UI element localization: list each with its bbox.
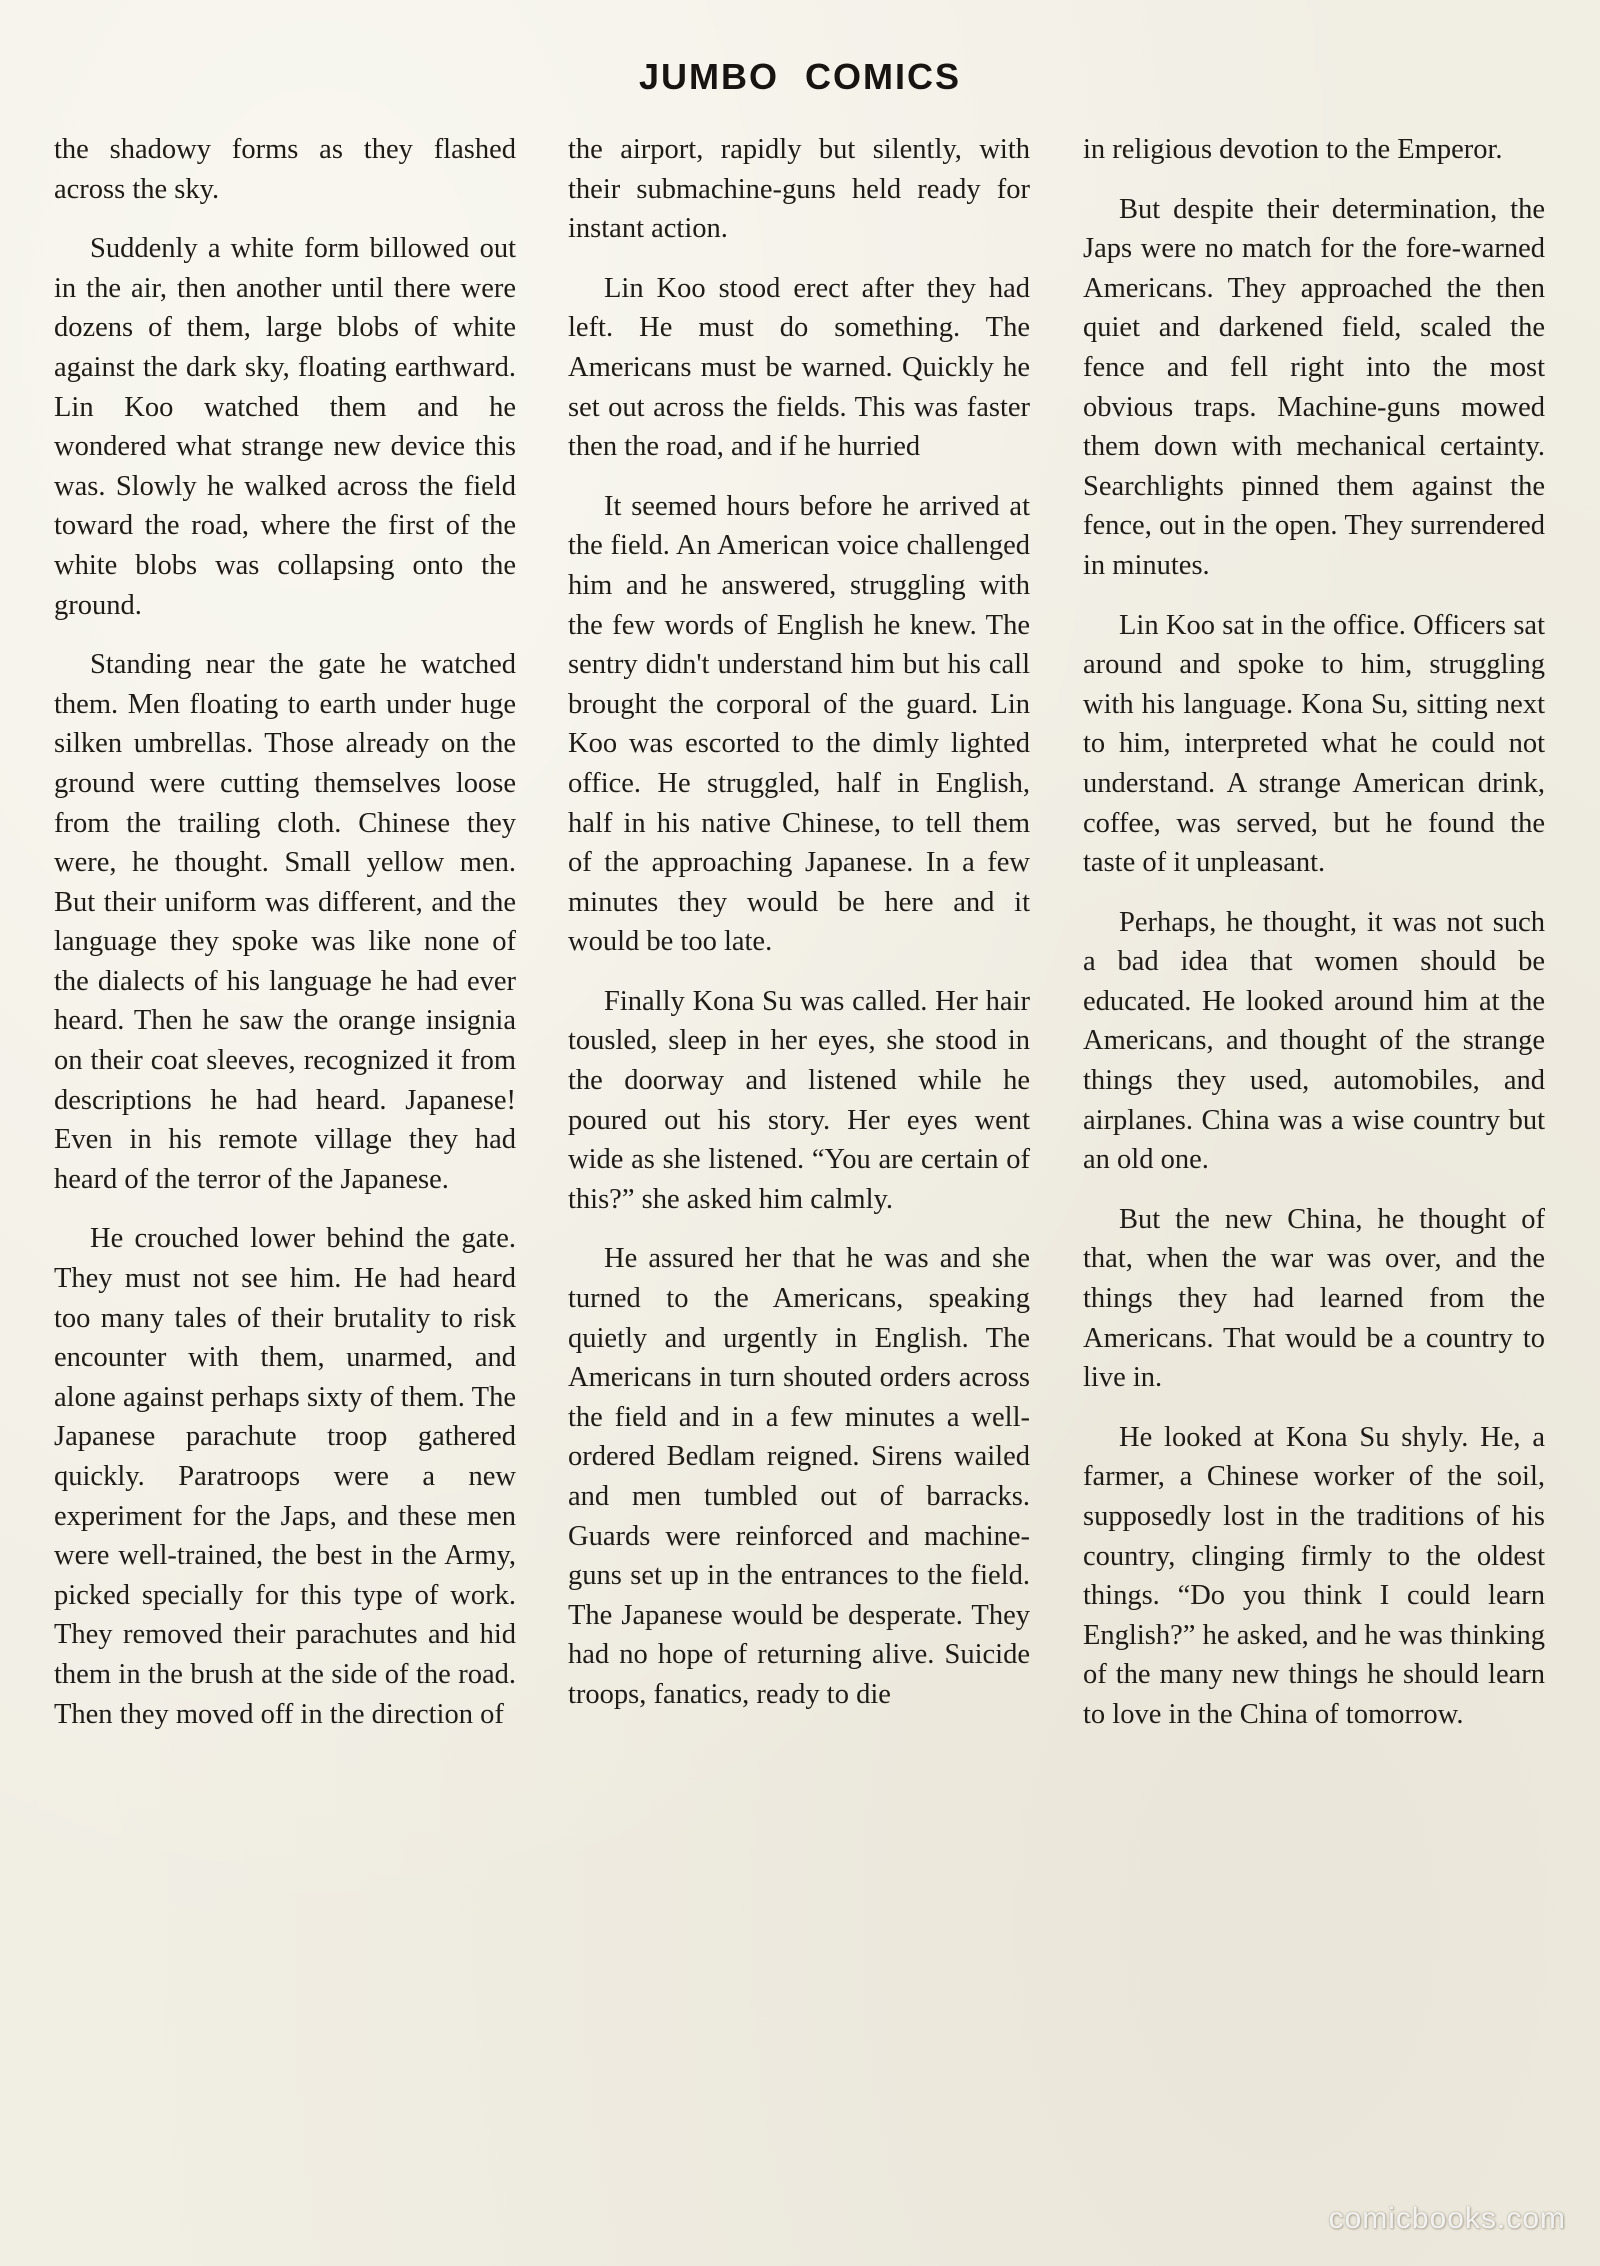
paragraph: the shadowy forms as they flashed across the sky. xyxy=(54,134,516,205)
paragraph: Perhaps, he thought, it was not such a bad idea that women should be educated. He looked around him at the Americans, and thought of the strange things they used, automobiles, and airplanes. China was a wise country but an old one. xyxy=(1083,906,1545,1176)
paragraph: But despite their determination, the Japs were no match for the fore-warned Americans. They approached the then quiet and darkened field, scaled the fence and fell right into the most obvious traps. Machine-guns mowed them down with mechanical certainty. Searchlights pinned them against the fence, out in the open. They surrendered in minutes. xyxy=(1083,193,1545,581)
paragraph: the airport, rapidly but silently, with their submachine-guns held ready for instant action. xyxy=(568,134,1030,245)
paragraph: in religious devotion to the Emperor. xyxy=(1083,134,1503,165)
paragraph: But the new China, he thought of that, when the war was over, and the things they had learned from the Americans. That would be a country to live in. xyxy=(1083,1203,1545,1394)
text-column-2 xyxy=(568,130,1030,1735)
header-title-word2: COMICS xyxy=(805,56,961,97)
paragraph: Lin Koo stood erect after they had left. He must do something. The Americans must be warned. Quickly he set out across the fields. This was faster then the road, and if he hurried xyxy=(568,272,1030,463)
paragraph: Lin Koo sat in the office. Officers sat around and spoke to him, struggling with his language. Kona Su, sitting next to him, interpreted what he could not understand. A strange American drink, coffee, was served, but he found the taste of it unpleasant. xyxy=(1083,609,1545,879)
paragraph: Suddenly a white form billowed out in the air, then another until there were dozens of them, large blobs of white against the dark sky, floating earthward. Lin Koo watched them and he wondered what strange new device this was. Slowly he walked across the field toward the road, where the first of the white blobs was collapsing onto the ground. xyxy=(54,233,516,621)
text-column-1 xyxy=(54,130,516,1754)
paragraph: Finally Kona Su was called. Her hair tousled, sleep in her eyes, she stood in the doorway and listened while he poured out his story. Her eyes went wide as she listened. “You are certain of this?” she asked him calmly. xyxy=(568,985,1030,1215)
paragraph: He assured her that he was and she turned to the Americans, speaking quietly and urgently in English. The Americans in turn shouted orders across the field and in a few minutes a well-ordered Bedlam reigned. Sirens wailed and men tumbled out of barracks. Guards were reinforced and machine-guns set up in the entrances to the field. The Japanese would be desperate. They had no hope of returning alive. Suicide troops, fanatics, ready to die xyxy=(568,1243,1030,1710)
paragraph: It seemed hours before he arrived at the field. An American voice challenged him and he answered, struggling with the few words of English he knew. The sentry didn't understand him but his call brought the corporal of the guard. Lin Koo was escorted to the dimly lighted office. He struggled, half in English, half in his native Chinese, to tell them of the approaching Japanese. In a few minutes they would be here and it would be too late. xyxy=(568,490,1030,958)
paragraph: Standing near the gate he watched them. Men floating to earth under huge silken umbrellas. Those already on the ground were cutting themselves loose from the trailing cloth. Chinese they were, he thought. Small yellow men. But their uniform was different, and the language they spoke was like none of the dialects of his language he had ever heard. Then he saw the orange insignia on their coat sleeves, recognized it from descriptions he had heard. Japanese! Even in his remote village they had heard of the terror of the Japanese. xyxy=(54,649,516,1195)
site-watermark: comicbooks.com xyxy=(1328,2202,1566,2235)
paragraph: He looked at Kona Su shyly. He, a farmer, a Chinese worker of the soil, supposedly lost in the traditions of his country, clinging firmly to the oldest things. “Do you think I could learn English?” he asked, and he was thinking of the many new things he should learn to love in the China of tomorrow. xyxy=(1083,1421,1545,1730)
text-column-3 xyxy=(1083,130,1545,1755)
paragraph: He crouched lower behind the gate. They must not see him. He had heard too many tales of their brutality to risk encounter with them, unarmed, and alone against perhaps sixty of them. The Japanese parachute troop gathered quickly. Paratroops were a new experiment for the Japs, and these men were well-trained, the best in the Army, picked specially for this type of work. They removed their parachutes and hid them in the brush at the side of the road. Then they moved off in the direction of xyxy=(54,1223,516,1730)
page-header xyxy=(0,56,1600,98)
header-title-word1: JUMBO xyxy=(638,56,779,97)
